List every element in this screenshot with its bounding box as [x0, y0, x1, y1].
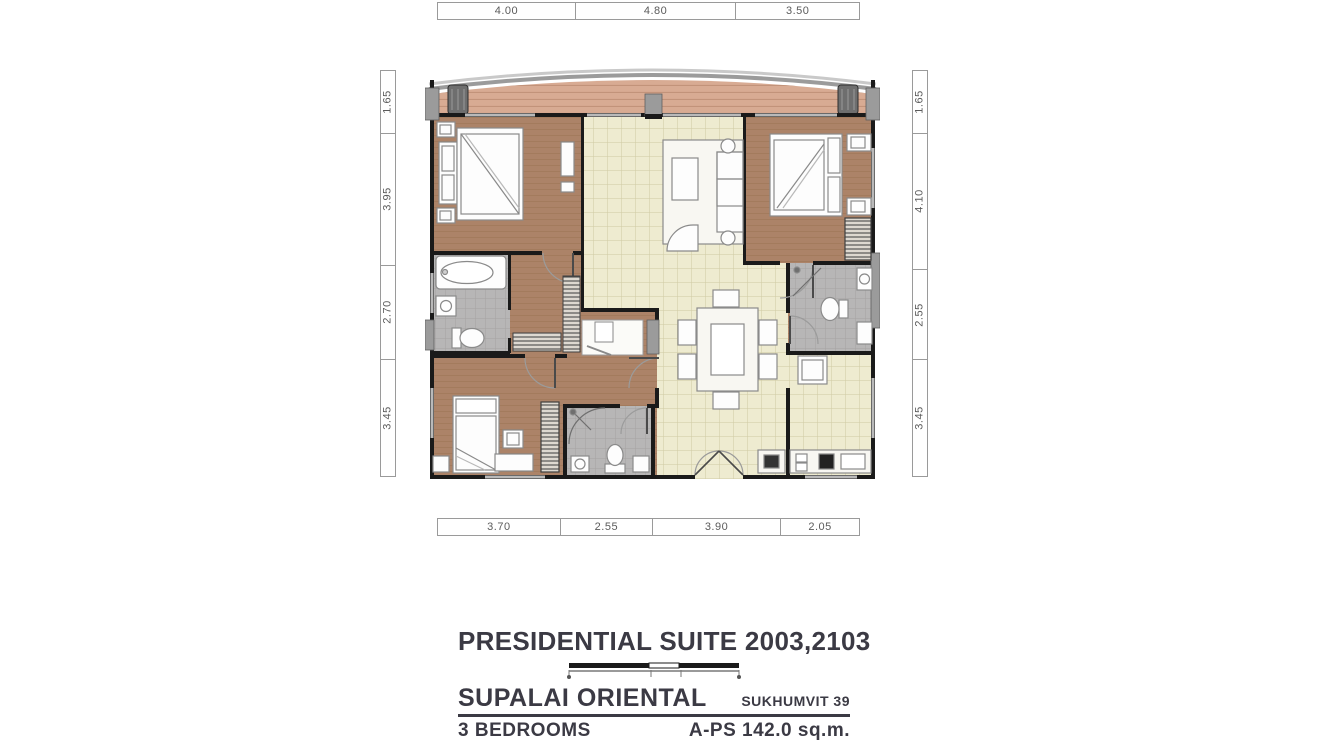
bed-3 [453, 396, 499, 473]
coffee-table [672, 158, 698, 200]
toilet [605, 445, 625, 474]
dining-chair [713, 392, 739, 409]
dim-segment [913, 270, 927, 360]
dim-segment: 3.70 [438, 519, 561, 535]
title-block [458, 626, 871, 742]
dim-segment [381, 266, 395, 360]
dimension-bar-top [437, 2, 860, 20]
wardrobe [563, 276, 580, 352]
toilet [452, 328, 484, 348]
pillar-base [645, 114, 662, 119]
title-divider [458, 714, 850, 717]
tv-console [561, 142, 574, 176]
project-name: SUPALAI ORIENTAL [458, 684, 707, 712]
living-room [663, 139, 743, 251]
dim-label: 2.70 [382, 300, 395, 325]
wardrobe [541, 402, 559, 472]
dining-chair [678, 354, 696, 379]
dim-segment: 4.00 [438, 3, 576, 19]
dim-label: 1.65 [914, 90, 927, 114]
cabinet [433, 456, 449, 472]
dining-chair [759, 320, 777, 345]
condenser-unit [448, 85, 468, 114]
dim-label: 4.10 [914, 189, 927, 214]
condenser-unit [838, 85, 858, 114]
kitchen-counter [790, 450, 871, 473]
unit-area-label: A-PS 142.0 sq.m. [688, 720, 850, 741]
wardrobe [845, 218, 871, 260]
dim-segment [913, 360, 927, 476]
dim-segment: 2.55 [561, 519, 653, 535]
plan-title: PRESIDENTIAL SUITE 2003,2103 [458, 626, 871, 656]
dim-label: 2.55 [914, 302, 927, 327]
unit-info-row [458, 720, 850, 742]
dim-label: 3.45 [914, 406, 927, 430]
dim-segment [381, 360, 395, 476]
wardrobe [513, 333, 561, 351]
dining-chair [759, 354, 777, 379]
counter-oven [758, 450, 785, 473]
scale-bar [564, 662, 744, 680]
bedrooms-label: 3 BEDROOMS [458, 720, 591, 741]
dining-chair [678, 320, 696, 345]
dim-label: 1.65 [382, 90, 395, 114]
dim-segment: 4.80 [576, 3, 737, 19]
dim-segment: 3.50 [785, 5, 810, 17]
desk [495, 454, 533, 471]
sofa-set [663, 139, 743, 251]
dim-segment [381, 134, 395, 266]
dim-label: 3.95 [382, 187, 395, 211]
dimension-bar-right [912, 70, 928, 477]
floor-plan-drawing [425, 58, 880, 484]
floor-plan [425, 58, 880, 484]
dim-segment [381, 71, 395, 134]
toilet [821, 298, 848, 321]
dimension-bar-left [380, 70, 396, 477]
bed-2 [770, 134, 842, 216]
dining-chair [713, 290, 739, 307]
dimension-bar-bottom [437, 518, 860, 536]
cabinet [633, 456, 649, 472]
dim-segment: 2.05 [808, 521, 832, 533]
dim-segment [913, 134, 927, 271]
project-row [458, 684, 850, 713]
dim-segment: 3.90 [653, 519, 781, 535]
utility-nook [582, 320, 643, 355]
project-location: SUKHUMVIT 39 [741, 693, 850, 709]
dim-label: 3.45 [382, 406, 395, 430]
dim-segment [913, 71, 927, 134]
